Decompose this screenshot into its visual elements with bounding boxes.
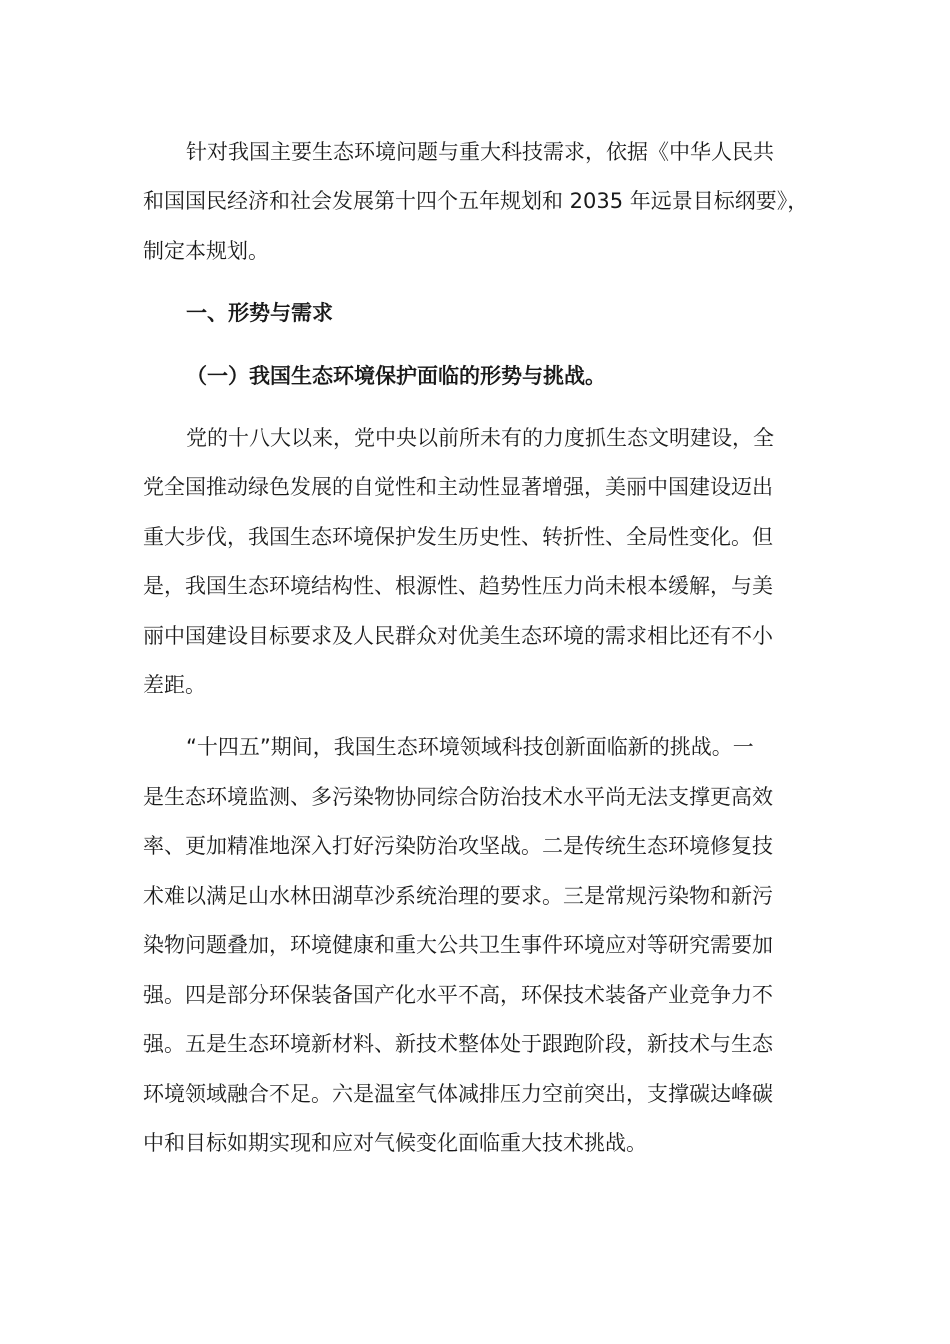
paragraph-2-line-4: 是，我国生态环境结构性、根源性、趋势性压力尚未根本缓解，与美 — [143, 574, 773, 598]
paragraph-3-line-9: 中和目标如期实现和应对气候变化面临重大技术挑战。 — [143, 1131, 647, 1155]
paragraph-2-line-2: 党全国推动绿色发展的自觉性和主动性显著增强，美丽中国建设迈出 — [143, 475, 773, 499]
section-heading: 一、形势与需求 — [186, 301, 333, 325]
paragraph-3-line-3: 率、更加精准地深入打好污染防治攻坚战。二是传统生态环境修复技 — [143, 834, 773, 858]
paragraph-3-line-8: 环境领域融合不足。六是温室气体减排压力空前突出，支撑碳达峰碳 — [143, 1082, 773, 1106]
paragraph-3-line-4: 术难以满足山水林田湖草沙系统治理的要求。三是常规污染物和新污 — [143, 884, 773, 908]
paragraph-3-line-1: “十四五”期间，我国生态环境领域科技创新面临新的挑战。一 — [186, 735, 754, 759]
paragraph-1-line-2: 和国国民经济和社会发展第十四个五年规划和 2035 年远景目标纲要》， — [143, 189, 809, 213]
paragraph-3-line-7: 强。五是生态环境新材料、新技术整体处于跟跑阶段，新技术与生态 — [143, 1032, 773, 1056]
paragraph-3-line-6: 强。四是部分环保装备国产化水平不高，环保技术装备产业竞争力不 — [143, 983, 773, 1007]
paragraph-2-line-5: 丽中国建设目标要求及人民群众对优美生态环境的需求相比还有不小 — [143, 624, 773, 648]
paragraph-1-line-3: 制定本规划。 — [143, 239, 269, 263]
paragraph-1-line-1: 针对我国主要生态环境问题与重大科技需求，依据《中华人民共 — [186, 140, 774, 164]
subsection-heading: （一）我国生态环境保护面临的形势与挑战。 — [186, 364, 606, 388]
paragraph-2-line-6: 差距。 — [143, 673, 206, 697]
paragraph-2-line-1: 党的十八大以来，党中央以前所未有的力度抓生态文明建设，全 — [186, 426, 774, 450]
paragraph-2-line-3: 重大步伐，我国生态环境保护发生历史性、转折性、全局性变化。但 — [143, 525, 773, 549]
paragraph-3-line-5: 染物问题叠加，环境健康和重大公共卫生事件环境应对等研究需要加 — [143, 933, 773, 957]
paragraph-3-line-2: 是生态环境监测、多污染物协同综合防治技术水平尚无法支撑更高效 — [143, 785, 773, 809]
